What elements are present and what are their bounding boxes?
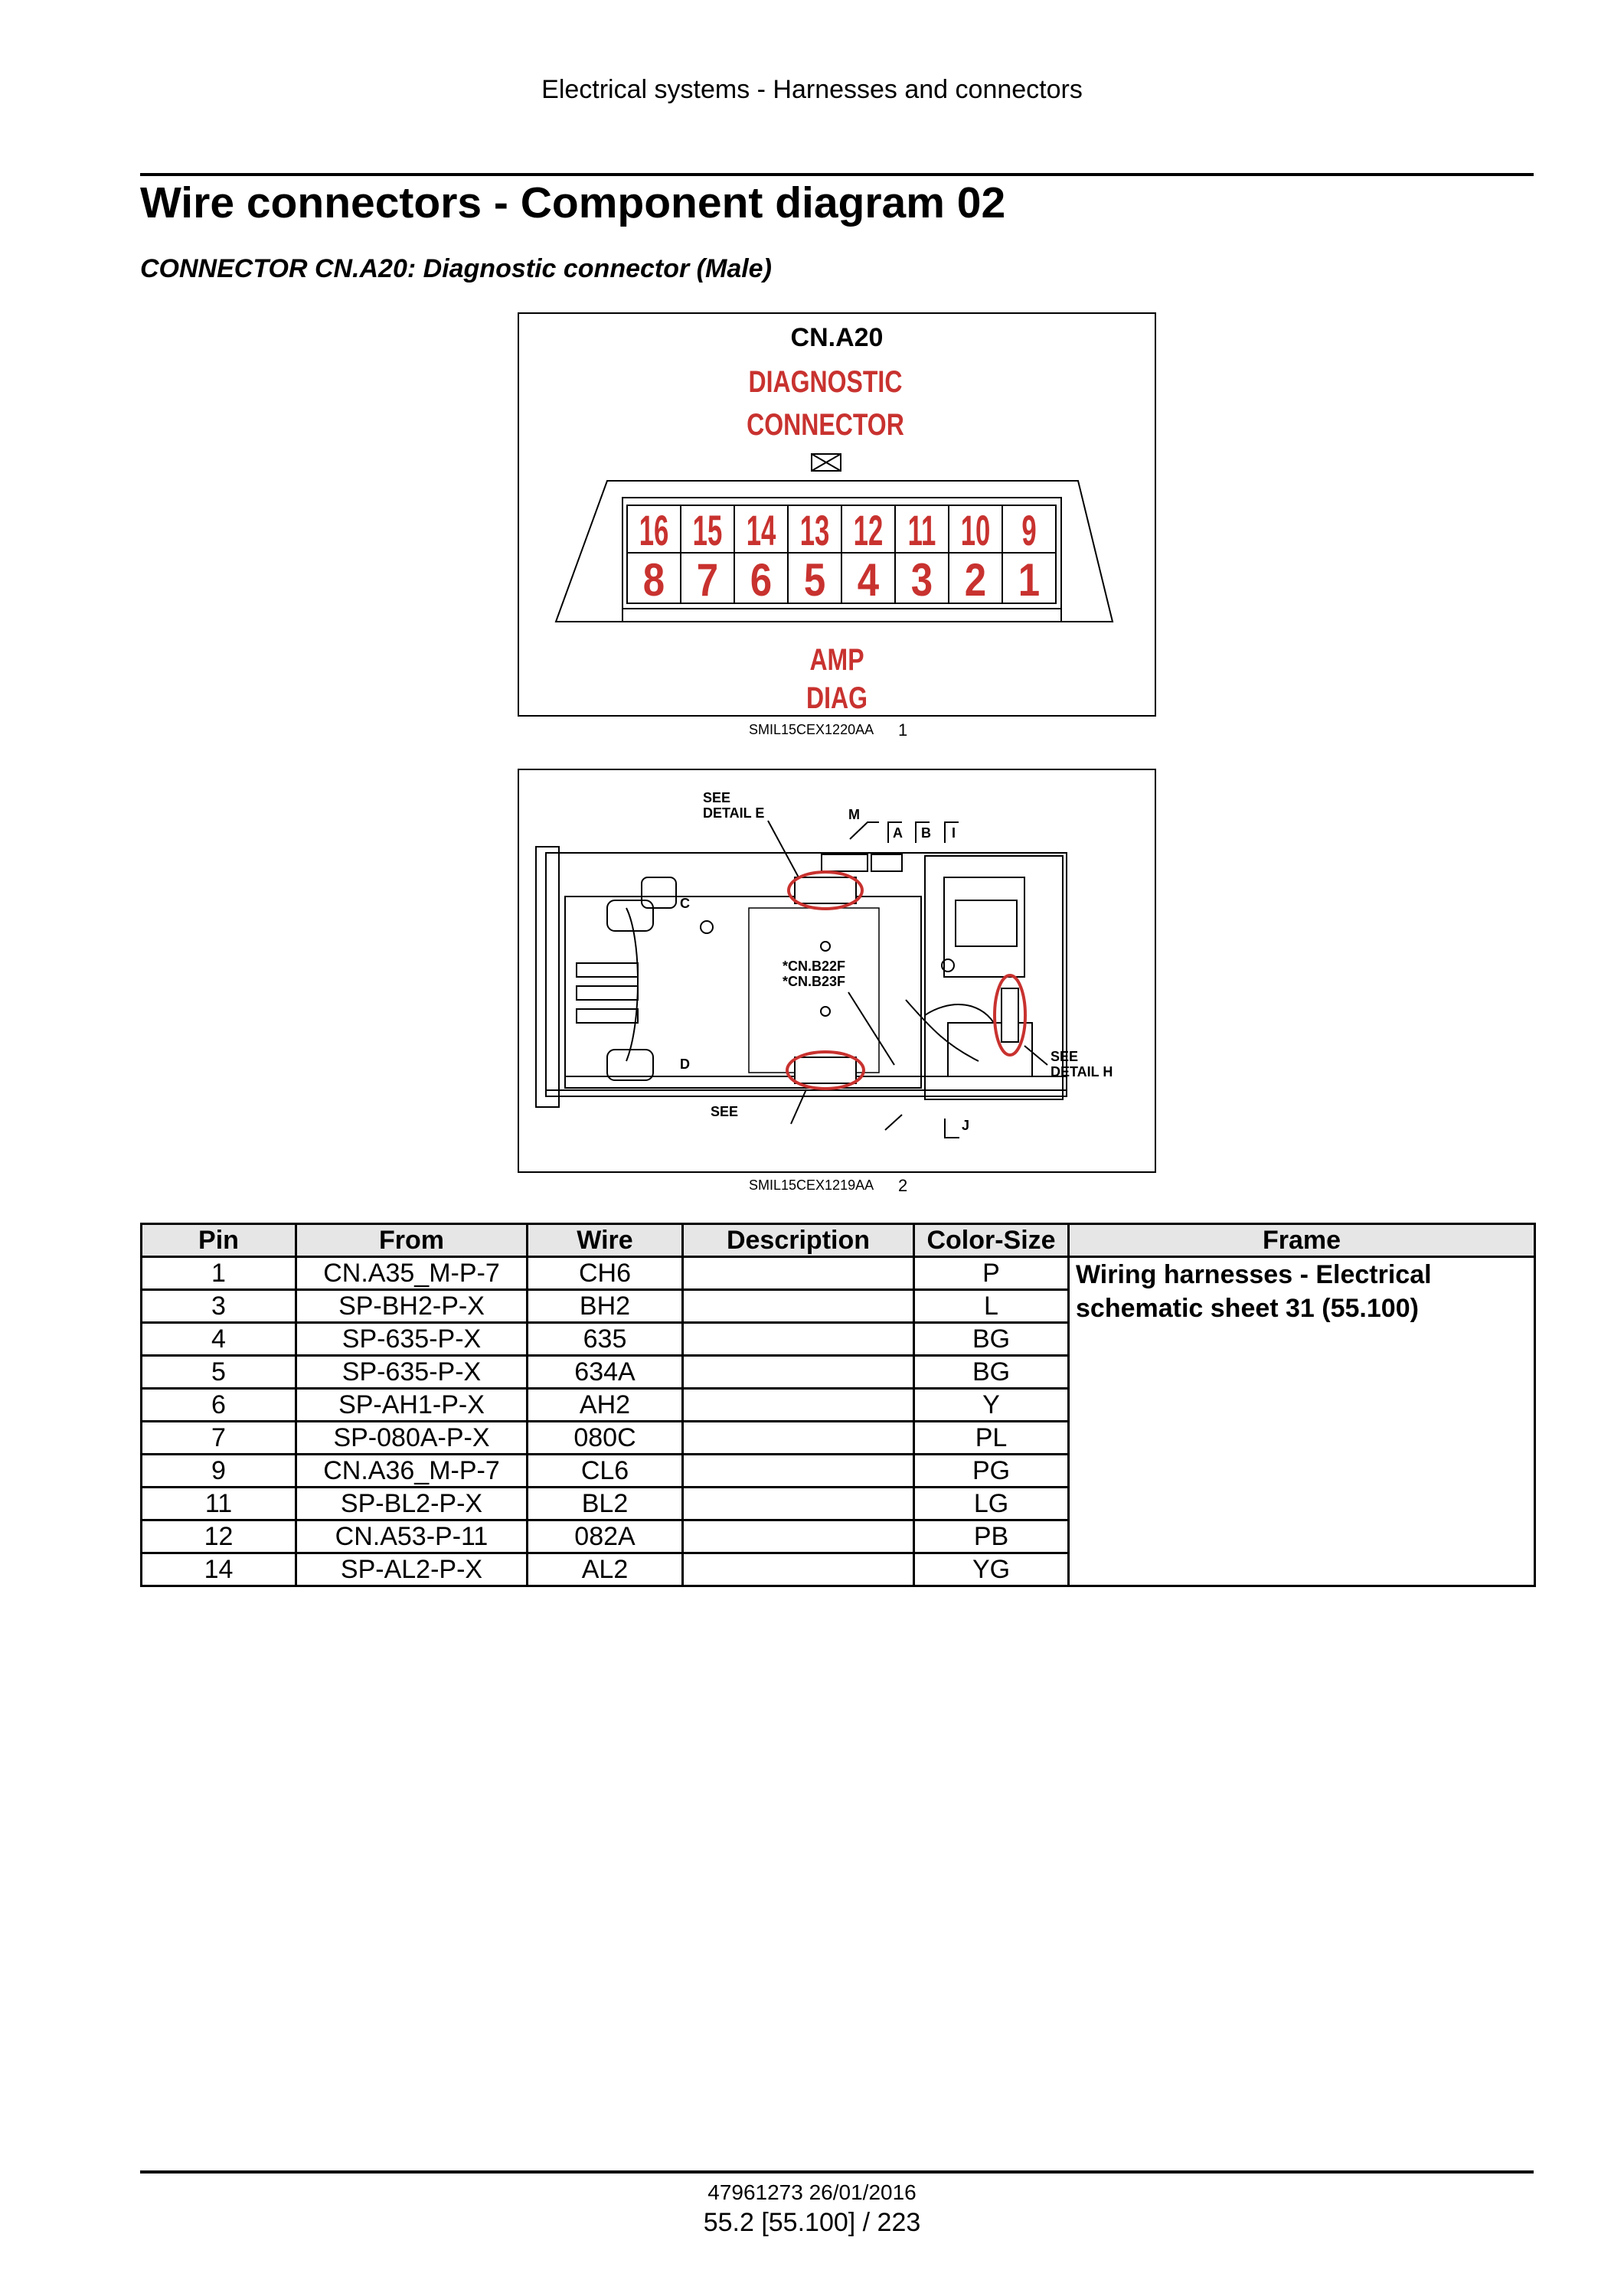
cell-from: SP-AH1-P-X xyxy=(296,1389,528,1422)
diag-label: DIAG xyxy=(806,680,868,715)
view-letter-a: A xyxy=(893,825,903,841)
cell-description xyxy=(683,1520,914,1553)
cell-pin: 12 xyxy=(142,1520,296,1553)
cell-description xyxy=(683,1356,914,1389)
pin-table xyxy=(140,1223,1536,1587)
letter-c: C xyxy=(680,896,690,911)
see-bottom-label: SEE xyxy=(711,1104,739,1119)
amp-label: AMP xyxy=(809,642,864,677)
cell-wire: CH6 xyxy=(528,1257,683,1290)
header-rule xyxy=(140,173,1534,176)
leader-detail-e xyxy=(768,821,799,877)
cell-color-size: PG xyxy=(914,1455,1069,1488)
cell-pin: 5 xyxy=(142,1356,296,1389)
cell-wire: AH2 xyxy=(528,1389,683,1422)
see-detail-h-line1: SEE xyxy=(1051,1049,1079,1064)
cell-description xyxy=(683,1257,914,1290)
cell-pin: 4 xyxy=(142,1323,296,1356)
pin-number-label: 9 xyxy=(1021,506,1037,555)
document-code: 47961273 26/01/2016 xyxy=(707,2180,917,2204)
diagnostic-label: DIAGNOSTIC xyxy=(748,364,903,399)
cell-wire: 635 xyxy=(528,1323,683,1356)
header-from: From xyxy=(296,1224,528,1257)
location-figure xyxy=(518,769,1156,1173)
cell-color-size: YG xyxy=(914,1553,1069,1586)
cell-description xyxy=(683,1422,914,1455)
cell-pin: 3 xyxy=(142,1290,296,1323)
cell-description xyxy=(683,1553,914,1586)
letter-j: J xyxy=(962,1118,970,1133)
header-color-size: Color-Size xyxy=(914,1224,1069,1257)
cell-pin: 7 xyxy=(142,1422,296,1455)
view-arrows-bottom xyxy=(885,1115,959,1138)
cell-color-size: P xyxy=(914,1257,1069,1290)
see-detail-e-line1: SEE xyxy=(703,790,731,805)
connector-detail-h xyxy=(1002,988,1018,1042)
cell-color-size: PL xyxy=(914,1422,1069,1455)
cn-b23f-label: *CN.B23F xyxy=(783,974,846,989)
cell-wire: 080C xyxy=(528,1422,683,1455)
connector-cn-a20 xyxy=(795,877,856,903)
location-drawing xyxy=(519,770,1155,1171)
cell-from: SP-BL2-P-X xyxy=(296,1488,528,1520)
pin-number-label: 7 xyxy=(696,554,719,606)
view-letter-i: I xyxy=(952,825,956,841)
pin-number-label: 8 xyxy=(642,554,665,606)
cell-from: SP-AL2-P-X xyxy=(296,1553,528,1586)
cell-pin: 6 xyxy=(142,1389,296,1422)
cell-pin: 14 xyxy=(142,1553,296,1586)
header-frame: Frame xyxy=(1069,1224,1535,1257)
header-description: Description xyxy=(683,1224,914,1257)
cell-from: SP-635-P-X xyxy=(296,1323,528,1356)
cell-wire: CL6 xyxy=(528,1455,683,1488)
cell-color-size: L xyxy=(914,1290,1069,1323)
connector-subtitle: CONNECTOR CN.A20: Diagnostic connector (Male) xyxy=(140,254,772,283)
pin-number-label: 16 xyxy=(639,506,669,555)
header-pin: Pin xyxy=(142,1224,296,1257)
figure1-number: 1 xyxy=(898,720,908,740)
pin-number-label: 12 xyxy=(853,506,884,555)
cell-from: CN.A35_M-P-7 xyxy=(296,1257,528,1290)
running-header: Electrical systems - Harnesses and connectors xyxy=(541,75,1083,104)
cell-pin: 11 xyxy=(142,1488,296,1520)
see-detail-h-line2: DETAIL H xyxy=(1051,1064,1113,1079)
header-wire: Wire xyxy=(528,1224,683,1257)
pin-number-label: 14 xyxy=(746,506,776,555)
cell-color-size: BG xyxy=(914,1323,1069,1356)
figure1-reference: SMIL15CEX1220AA xyxy=(749,722,874,737)
pin-number-label: 4 xyxy=(857,554,880,606)
pin-number-label: 15 xyxy=(692,506,723,555)
connector-cn-b22f xyxy=(795,1057,856,1083)
cell-pin: 1 xyxy=(142,1257,296,1290)
pin-number-label: 10 xyxy=(960,506,991,555)
figure2-number: 2 xyxy=(898,1176,908,1195)
pin-grid xyxy=(627,505,1056,606)
cell-color-size: BG xyxy=(914,1356,1069,1389)
connector-face-figure xyxy=(518,312,1156,717)
cell-from: CN.A36_M-P-7 xyxy=(296,1455,528,1488)
pin-number-label: 1 xyxy=(1018,554,1041,606)
table-row xyxy=(142,1257,1535,1290)
cell-color-size: Y xyxy=(914,1389,1069,1422)
cell-description xyxy=(683,1290,914,1323)
cell-wire: AL2 xyxy=(528,1553,683,1586)
page-title: Wire connectors - Component diagram 02 xyxy=(140,178,1006,227)
leader-cn-b22f xyxy=(848,992,894,1065)
cell-wire: BH2 xyxy=(528,1290,683,1323)
view-letter-b: B xyxy=(921,825,931,841)
cell-from: CN.A53-P-11 xyxy=(296,1520,528,1553)
figure2-reference: SMIL15CEX1219AA xyxy=(749,1177,874,1193)
footer-rule xyxy=(140,2170,1534,2174)
cell-description xyxy=(683,1389,914,1422)
cell-description xyxy=(683,1323,914,1356)
connector-face-drawing xyxy=(519,314,1155,715)
table-header-row xyxy=(142,1224,1535,1257)
pin-number-label: 2 xyxy=(964,554,987,606)
pin-number-label: 3 xyxy=(910,554,933,606)
cn-b22f-label: *CN.B22F xyxy=(783,959,846,974)
pin-number-label: 6 xyxy=(750,554,773,606)
cell-description xyxy=(683,1488,914,1520)
cell-color-size: PB xyxy=(914,1520,1069,1553)
leader-bottom xyxy=(791,1089,806,1124)
pin-number-label: 5 xyxy=(803,554,826,606)
leader-detail-h xyxy=(1024,1046,1047,1065)
cell-pin: 9 xyxy=(142,1455,296,1488)
letter-d: D xyxy=(680,1057,690,1072)
cell-from: SP-635-P-X xyxy=(296,1356,528,1389)
cell-color-size: LG xyxy=(914,1488,1069,1520)
cell-description xyxy=(683,1455,914,1488)
cell-wire: 082A xyxy=(528,1520,683,1553)
page-number: 55.2 [55.100] / 223 xyxy=(703,2208,921,2237)
see-detail-e-line2: DETAIL E xyxy=(703,805,765,821)
cell-wire: BL2 xyxy=(528,1488,683,1520)
pin-number-label: 11 xyxy=(907,506,936,555)
cell-from: SP-BH2-P-X xyxy=(296,1290,528,1323)
connector-label: CONNECTOR xyxy=(747,407,904,442)
cell-frame: Wiring harnesses - Electrical schematic sheet 31 (55.100) xyxy=(1069,1257,1535,1586)
pin-number-label: 13 xyxy=(799,506,830,555)
view-arrows xyxy=(850,822,959,843)
cell-from: SP-080A-P-X xyxy=(296,1422,528,1455)
connector-name: CN.A20 xyxy=(790,323,884,352)
latch-icon xyxy=(812,454,841,471)
cell-wire: 634A xyxy=(528,1356,683,1389)
view-letter-m: M xyxy=(848,807,860,822)
